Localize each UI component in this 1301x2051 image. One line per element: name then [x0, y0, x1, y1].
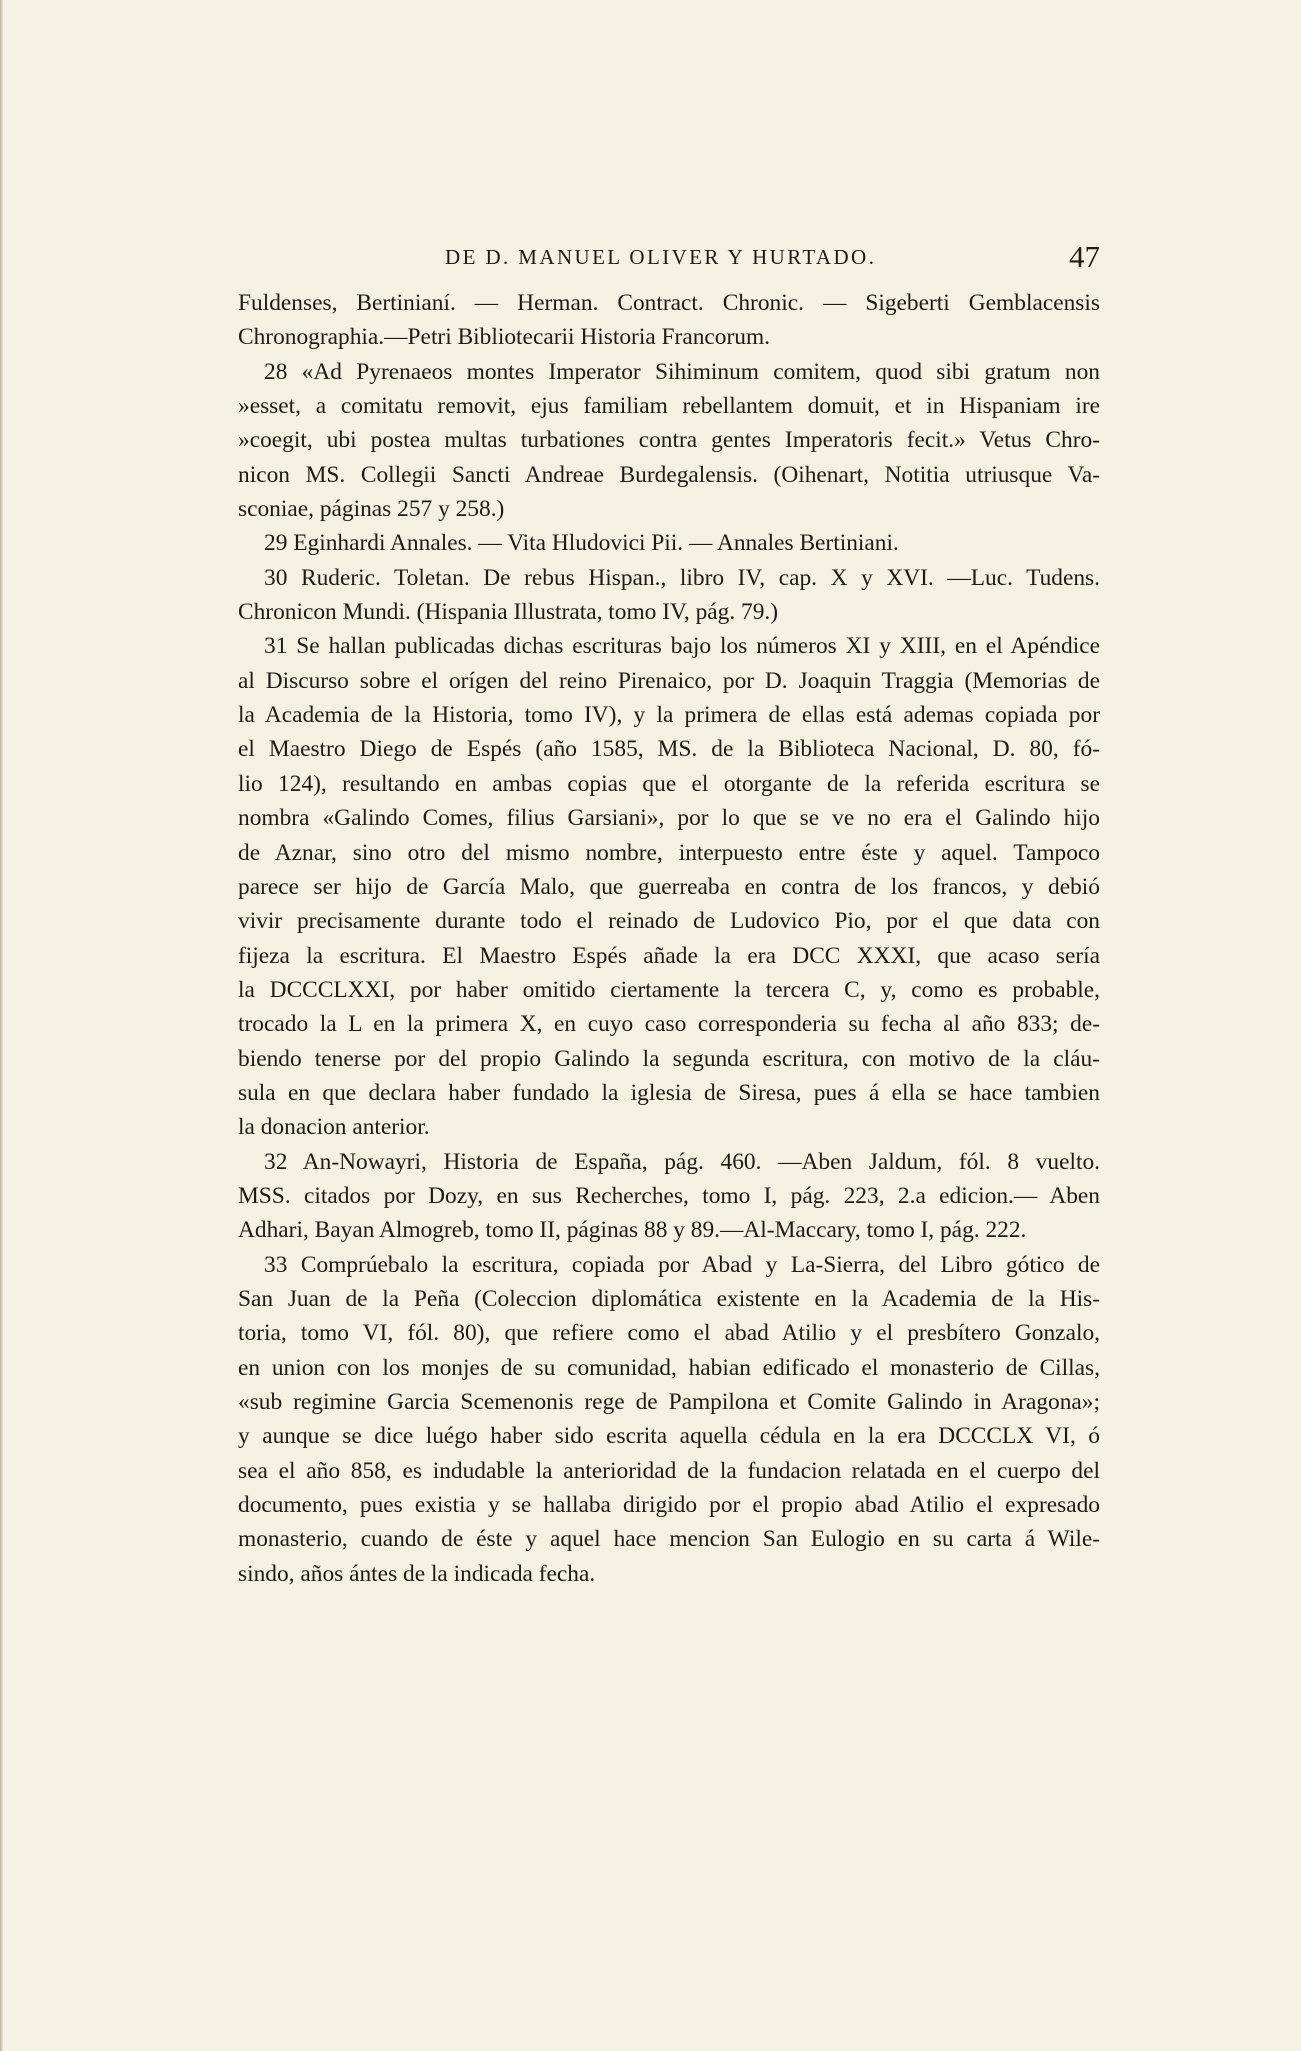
text-line: al Discurso sobre el orígen del reino Pirenaico, por D. Joaquin Traggia (Memorias de [238, 667, 1100, 694]
running-title: DE D. MANUEL OLIVER Y HURTADO. [445, 245, 877, 269]
footnotes-text [238, 286, 1100, 1591]
text-line: vivir precisamente durante todo el reinado de Ludovico Pio, por el que data con [238, 908, 1100, 935]
text-line: biendo tenerse por del propio Galindo la segunda escritura, con motivo de la cláu- [238, 1045, 1100, 1072]
text-line: nicon MS. Collegii Sancti Andreae Burdegalensis. (Oihenart, Notitia utriusque Va- [238, 461, 1100, 488]
text-line: 33 Comprúebalo la escritura, copiada por Abad y La-Sierra, del Libro gótico de [264, 1251, 1100, 1278]
text-line: sindo, años ántes de la indicada fecha. [238, 1560, 596, 1587]
text-line: San Juan de la Peña (Coleccion diplomática existente en la Academia de la His- [238, 1285, 1100, 1312]
text-line: «sub regimine Garcia Scemenonis rege de Pampilona et Comite Galindo in Aragona»; [238, 1389, 1100, 1415]
text-line: la Academia de la Historia, tomo IV), y la primera de ellas está ademas copiada por [238, 702, 1100, 729]
text-line: 28 «Ad Pyrenaeos montes Imperator Sihiminum comitem, quod sibi gratum non [264, 358, 1100, 385]
text-line: y aunque se dice luégo haber sido escrita aquella cédula en la era DCCCLX VI, ó [238, 1423, 1100, 1450]
text-line: »coegit, ubi postea multas turbationes contra gentes Imperatoris fecit.» Vetus Chro- [238, 427, 1100, 454]
text-line: 29 Eginhardi Annales. — Vita Hludovici Pii. — Annales Bertiniani. [264, 530, 899, 557]
text-line: lio 124), resultando en ambas copias que el otorgante de la referida escritura se [238, 770, 1100, 797]
text-line: la donacion anterior. [238, 1114, 430, 1141]
text-line: Chronographia.—Petri Bibliotecarii Historia Francorum. [238, 324, 771, 351]
text-line: 31 Se hallan publicadas dichas escrituras bajo los números XI y XIII, en el Apéndice [264, 633, 1100, 660]
text-line: toria, tomo VI, fól. 80), que refiere como el abad Atilio y el presbítero Gonzalo, [238, 1320, 1100, 1347]
text-line: »esset, a comitatu removit, ejus familiam rebellantem domuit, et in Hispaniam ire [238, 393, 1100, 420]
text-line: trocado la L en la primera X, en cuyo caso corresponderia su fecha al año 833; de- [238, 1011, 1100, 1038]
text-line: Adhari, Bayan Almogreb, tomo II, páginas 88 y 89.—Al-Maccary, tomo I, pág. 222. [238, 1217, 1027, 1244]
text-line: nombra «Galindo Comes, filius Garsiani», por lo que se ve no era el Galindo hijo [238, 805, 1100, 832]
page-header [238, 239, 1108, 279]
text-line: sconiae, páginas 257 y 258.) [238, 496, 505, 523]
text-line: 30 Ruderic. Toletan. De rebus Hispan., libro IV, cap. X y XVI. —Luc. Tudens. [264, 564, 1100, 591]
text-line: de Aznar, sino otro del mismo nombre, interpuesto entre éste y aquel. Tampoco [238, 839, 1100, 866]
text-line: sea el año 858, es indudable la anterioridad de la fundacion relatada en el cuerpo del [238, 1457, 1100, 1484]
text-line: 32 An-Nowayri, Historia de España, pág. 460. —Aben Jaldum, fól. 8 vuelto. [264, 1148, 1100, 1175]
page-edge [0, 0, 3, 2051]
text-line: sula en que declara haber fundado la iglesia de Siresa, pues á ella se hace tambien [238, 1079, 1100, 1106]
text-line: en union con los monjes de su comunidad, habian edificado el monasterio de Cillas, [238, 1354, 1100, 1381]
text-line: parece ser hijo de García Malo, que guerreaba en contra de los francos, y debió [238, 873, 1100, 900]
text-line: la DCCCLXXI, por haber omitido ciertamente la tercera C, y, como es probable, [238, 976, 1100, 1003]
text-line: monasterio, cuando de éste y aquel hace mencion San Eulogio en su carta á Wile- [238, 1526, 1100, 1553]
text-line: MSS. citados por Dozy, en sus Recherches, tomo I, pág. 223, 2.a edicion.— Aben [238, 1182, 1100, 1209]
page-number: 47 [1069, 239, 1100, 274]
text-line: Fuldenses, Bertinianí. — Herman. Contract. Chronic. — Sigeberti Gemblacensis [238, 290, 1100, 316]
text-line: documento, pues existia y se hallaba dirigido por el propio abad Atilio el expresado [238, 1492, 1100, 1519]
text-line: Chronicon Mundi. (Hispania Illustrata, tomo IV, pág. 79.) [238, 599, 779, 626]
text-line: fijeza la escritura. El Maestro Espés añade la era DCC XXXI, que acaso sería [238, 942, 1100, 969]
text-line: el Maestro Diego de Espés (año 1585, MS. de la Biblioteca Nacional, D. 80, fó- [238, 736, 1100, 763]
